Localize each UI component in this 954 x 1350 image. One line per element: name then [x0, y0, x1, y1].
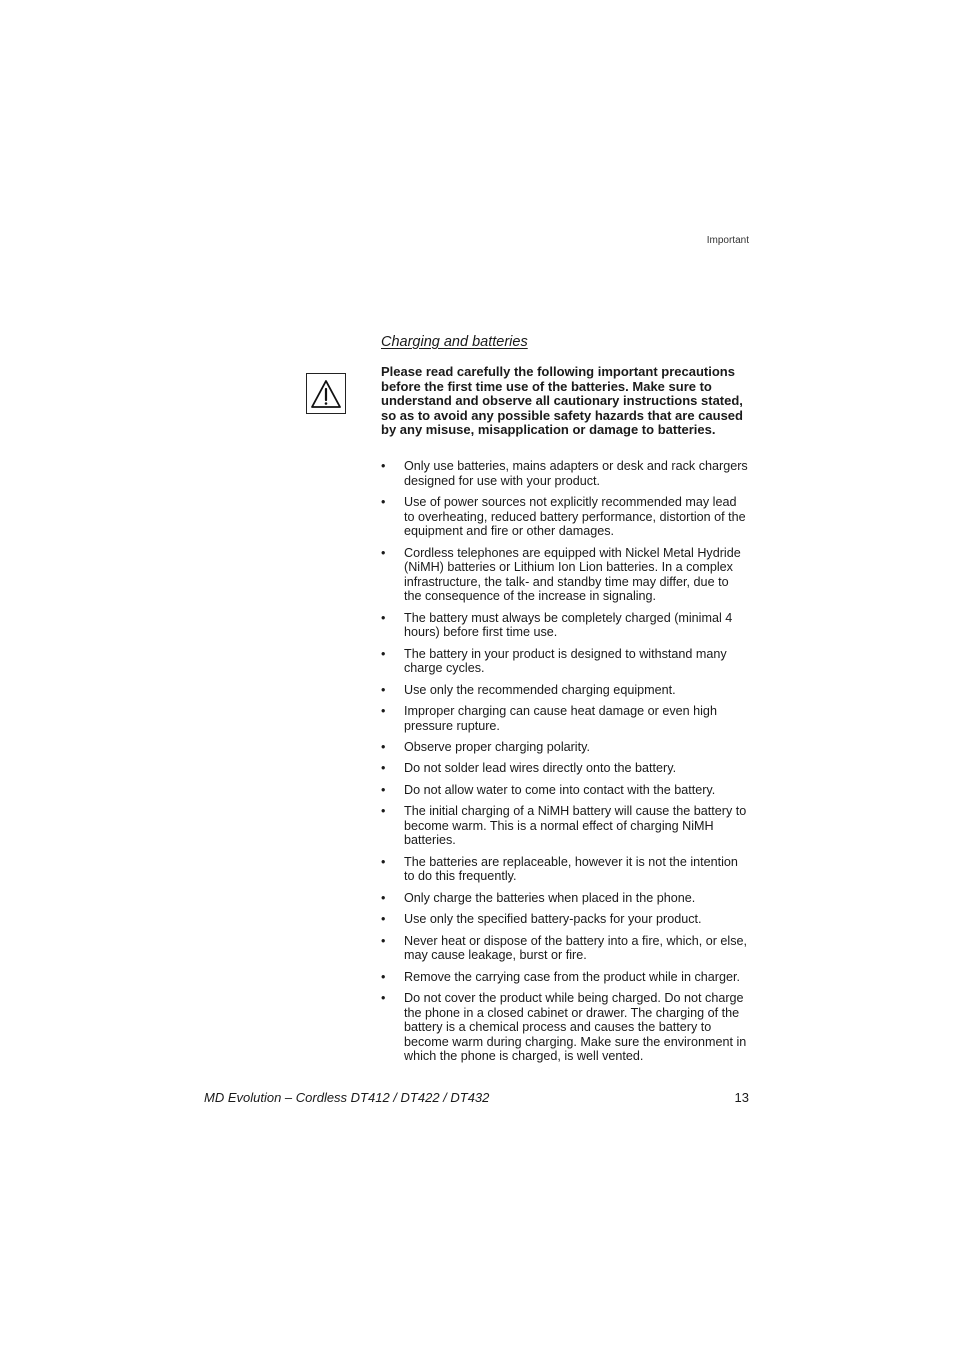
list-item — [381, 740, 749, 755]
precautions-list — [381, 459, 749, 1071]
list-item-text: Do not allow water to come into contact with the battery. — [404, 782, 716, 797]
list-item — [381, 991, 749, 1064]
bullet-dot: • — [381, 704, 386, 719]
list-item — [381, 611, 749, 640]
list-item-text: Improper charging can cause heat damage or even high pressure rupture. — [404, 704, 717, 733]
bullet-dot: • — [381, 610, 386, 625]
list-item-text: The battery in your product is designed to withstand many charge cycles. — [404, 646, 727, 676]
list-item-text: Only charge the batteries when placed in the phone. — [404, 890, 696, 905]
list-item — [381, 912, 749, 927]
list-item — [381, 546, 749, 604]
list-item-text: Use only the recommended charging equipment. — [404, 682, 676, 697]
list-item-text: Observe proper charging polarity. — [404, 740, 590, 755]
bullet-dot: • — [381, 804, 386, 819]
warning-intro-text: Please read carefully the following important precautions before the first time use of the batteries. Make sure to understand and observe all cautionary instructions stated, so as to avoid any possible safety hazards that are caused by any misuse, misapplication or damage to batteries. — [381, 364, 743, 438]
list-item-text: Remove the carrying case from the product while in charger. — [404, 969, 740, 984]
bullet-dot: • — [381, 890, 386, 905]
bullet-dot: • — [381, 545, 386, 560]
list-item — [381, 855, 749, 884]
list-item — [381, 970, 749, 985]
bullet-dot: • — [381, 854, 386, 869]
warning-triangle-icon-graphic — [310, 379, 342, 409]
bullet-dot: • — [381, 459, 386, 473]
list-item-text: Never heat or dispose of the battery into a fire, which, or else, may cause leakage, burst or fire. — [404, 933, 748, 963]
bullet-dot: • — [381, 912, 386, 927]
list-item — [381, 783, 749, 798]
list-item — [381, 459, 749, 488]
list-item-text: Only use batteries, mains adapters or desk and rack chargers designed for use with your product. — [404, 459, 748, 488]
list-item — [381, 891, 749, 906]
list-item — [381, 683, 749, 698]
section-title: Charging and batteries — [381, 334, 528, 350]
bullet-dot: • — [381, 969, 386, 984]
list-item-text: Cordless telephones are equipped with Nickel Metal Hydride (NiMH) batteries or Lithium Ion Lion batteries. In a complex infrastructure, the talk- and standby time may differ, due to the consequence of the increase in signaling. — [404, 545, 741, 604]
list-item-text: The batteries are replaceable, however it is not the intention to do this frequently. — [404, 854, 738, 884]
bullet-dot: • — [381, 782, 386, 797]
bullet-dot: • — [381, 646, 386, 661]
bullet-dot: • — [381, 933, 386, 948]
list-item — [381, 804, 749, 848]
list-item-text: Use only the specified battery-packs for your product. — [404, 912, 702, 927]
list-item — [381, 704, 749, 733]
list-item — [381, 495, 749, 539]
running-header: Important — [706, 235, 749, 246]
bullet-dot: • — [381, 761, 386, 776]
warning-triangle-icon — [306, 373, 346, 414]
list-item-text: The battery must always be completely charged (minimal 4 hours) before first time use. — [404, 610, 733, 640]
list-item — [381, 761, 749, 776]
list-item — [381, 934, 749, 963]
list-item-text: Do not solder lead wires directly onto the battery. — [404, 761, 677, 776]
list-item — [381, 647, 749, 676]
bullet-dot: • — [381, 494, 386, 509]
list-item-text: Do not cover the product while being charged. Do not charge the phone in a closed cabinet or drawer. The charging of the battery is a chemical process and causes the battery to become warm during charging. Make sure the environment in which the phone is charged, is well vented. — [404, 990, 747, 1064]
list-item-text: Use of power sources not explicitly recommended may lead to overheating, reduced battery performance, distortion of the equipment and fire or other damages. — [404, 494, 746, 539]
bullet-dot: • — [381, 990, 386, 1005]
bullet-dot: • — [381, 682, 386, 697]
footer-document-title: MD Evolution – Cordless DT412 / DT422 / DT432 — [204, 1090, 490, 1105]
list-item-text: The initial charging of a NiMH battery will cause the battery to become warm. This is a normal effect of charging NiMH batteries. — [404, 804, 747, 848]
bullet-dot: • — [381, 740, 386, 755]
footer-page-number: 13 — [734, 1090, 749, 1105]
